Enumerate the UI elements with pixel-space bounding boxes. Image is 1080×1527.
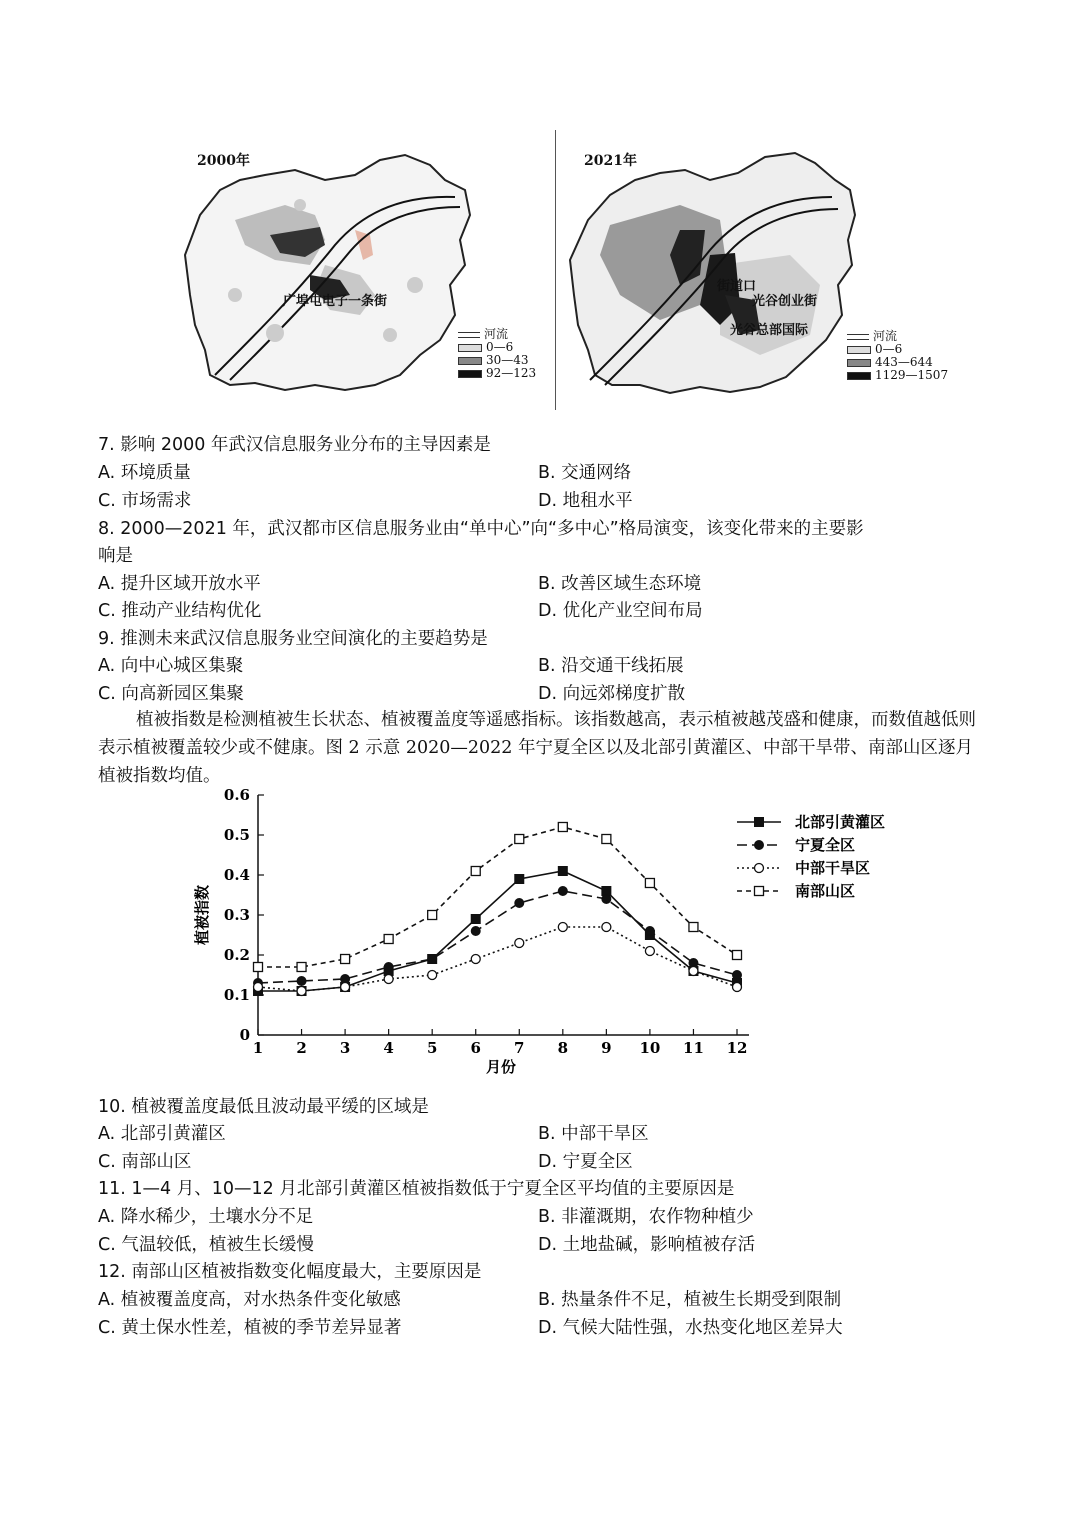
q10-stem: 10. 植被覆盖度最低且波动最平缓的区域是 (98, 1097, 429, 1117)
data-point-s3-m6 (471, 867, 480, 876)
legend-marker-0 (755, 818, 764, 827)
x-tick-label: 5 (426, 1039, 438, 1057)
q8-option-d: D. 优化产业空间布局 (538, 601, 703, 621)
data-point-s1-m7 (515, 899, 524, 908)
legend-label-0: 北部引黄灌区 (795, 813, 886, 831)
legend-marker-3 (755, 887, 764, 896)
data-point-s0-m8 (558, 867, 567, 876)
x-tick-label: 1 (252, 1039, 264, 1057)
map-2021-legend (847, 330, 948, 382)
legend-river: 河流 (484, 327, 509, 341)
series-line-2 (258, 927, 737, 991)
map-2021-year: 2021年 (584, 153, 637, 169)
legend-label-1: 宁夏全区 (795, 836, 856, 854)
data-point-s3-m9 (602, 835, 611, 844)
q8-stem-line1: 8. 2000—2021 年，武汉都市区信息服务业由“单中心”向“多中心”格局演变，该变化带来的主要影 (98, 519, 864, 539)
data-point-s2-m9 (602, 923, 611, 932)
data-point-s2-m1 (254, 983, 263, 992)
series-line-3 (258, 827, 737, 967)
q8-option-c: C. 推动产业结构优化 (98, 601, 262, 621)
legend-marker-1 (755, 841, 764, 850)
legend-low: 0—6 (486, 340, 514, 354)
q12-option-c: C. 黄土保水性差，植被的季节差异显著 (98, 1318, 402, 1338)
q7-option-a: A. 环境质量 (98, 463, 191, 483)
map-2000 (175, 135, 550, 410)
data-point-s2-m2 (297, 987, 306, 996)
vegetation-index-chart (185, 780, 945, 1085)
legend-label-2: 中部干旱区 (795, 859, 871, 877)
q7-option-d: D. 地租水平 (538, 491, 633, 511)
q10-option-a: A. 北部引黄灌区 (98, 1124, 226, 1144)
q9-stem: 9. 推测未来武汉信息服务业空间演化的主要趋势是 (98, 629, 488, 649)
data-point-s3-m4 (384, 935, 393, 944)
q7-stem: 7. 影响 2000 年武汉信息服务业分布的主导因素是 (98, 435, 491, 455)
q9-option-a: A. 向中心城区集聚 (98, 656, 244, 676)
series-line-0 (258, 871, 737, 991)
q10-option-c: C. 南部山区 (98, 1152, 192, 1172)
data-point-s2-m11 (689, 967, 698, 976)
map-2021-place-label-1: 街道口 (717, 279, 757, 294)
x-tick-label: 3 (339, 1039, 351, 1057)
q7-option-b: B. 交通网络 (538, 463, 632, 483)
legend-high: 92—123 (486, 366, 537, 380)
passage: 植被指数是检测植被生长状态、植被覆盖度等遥感指标。该指数越高，表示植被越茂盛和健康，而数值越低则表示植被覆盖较少或不健康。图 2 示意 2020—2022 年宁夏全区以及北部引黄灌区、中部干旱带、南部山区逐月植被指数均值。 (98, 710, 976, 786)
x-tick-label: 9 (601, 1039, 612, 1057)
data-point-s1-m9 (602, 895, 611, 904)
q11-option-a: A. 降水稀少，土壤水分不足 (98, 1207, 314, 1227)
data-point-s3-m12 (733, 951, 742, 960)
x-tick-label: 2 (296, 1039, 307, 1057)
map-divider (555, 130, 556, 410)
series-line-1 (258, 891, 737, 983)
legend-marker-2 (755, 864, 764, 873)
q12-option-a: A. 植被覆盖度高，对水热条件变化敏感 (98, 1290, 401, 1310)
data-point-s2-m8 (558, 923, 567, 932)
data-point-s2-m6 (471, 955, 480, 964)
data-point-s3-m10 (645, 879, 654, 888)
x-tick-label: 4 (383, 1039, 394, 1057)
data-point-s2-m5 (428, 971, 437, 980)
x-tick-label: 12 (726, 1039, 748, 1057)
q9-option-b: B. 沿交通干线拓展 (538, 656, 684, 676)
data-point-s3-m7 (515, 835, 524, 844)
q12-stem: 12. 南部山区植被指数变化幅度最大，主要原因是 (98, 1262, 482, 1282)
y-tick-label: 0.5 (223, 826, 250, 844)
data-point-s1-m6 (471, 927, 480, 936)
x-tick-label: 7 (514, 1039, 525, 1057)
q11-stem: 11. 1—4 月、10—12 月北部引黄灌区植被指数低于宁夏全区平均值的主要原因是 (98, 1179, 735, 1199)
map-2021 (560, 135, 950, 410)
y-tick-label: 0 (239, 1026, 250, 1044)
data-point-s1-m12 (733, 971, 742, 980)
q10-option-b: B. 中部干旱区 (538, 1124, 649, 1144)
q8-option-b: B. 改善区域生态环境 (538, 574, 702, 594)
q12-option-d: D. 气候大陆性强，水热变化地区差异大 (538, 1318, 843, 1338)
x-tick-label: 10 (639, 1039, 661, 1057)
y-tick-label: 0.6 (223, 786, 250, 804)
data-point-s1-m4 (384, 963, 393, 972)
map-2000-place-label: 广埠屯电子一条街 (283, 294, 388, 309)
data-point-s3-m1 (254, 963, 263, 972)
data-point-s1-m10 (645, 927, 654, 936)
map-2000-year: 2000年 (197, 153, 250, 169)
y-axis-label: 植被指数 (193, 884, 211, 946)
map-2021-place-label-3: 光谷总部国际 (730, 323, 809, 338)
q8-stem-line2: 响是 (98, 546, 133, 566)
x-tick-label: 6 (470, 1039, 481, 1057)
legend-label-3: 南部山区 (795, 882, 856, 900)
data-point-s3-m11 (689, 923, 698, 932)
data-point-s3-m3 (341, 955, 350, 964)
q12-option-b: B. 热量条件不足，植被生长期受到限制 (538, 1290, 842, 1310)
x-tick-label: 8 (557, 1039, 569, 1057)
map-2021-place-label-2: 光谷创业街 (752, 294, 818, 309)
y-tick-label: 0.2 (223, 946, 250, 964)
data-point-s2-m4 (384, 975, 393, 984)
data-point-s0-m6 (471, 915, 480, 924)
x-axis-label: 月份 (485, 1058, 517, 1076)
legend-river: 河流 (873, 329, 898, 343)
data-point-s1-m8 (558, 887, 567, 896)
q9-option-d: D. 向远郊梯度扩散 (538, 684, 686, 704)
legend-mid: 443—644 (875, 355, 933, 369)
q10-option-d: D. 宁夏全区 (538, 1152, 633, 1172)
q11-option-c: C. 气温较低，植被生长缓慢 (98, 1235, 314, 1255)
map-2000-legend (458, 328, 536, 380)
data-point-s1-m5 (428, 955, 437, 964)
data-point-s2-m3 (341, 983, 350, 992)
y-tick-label: 0.4 (223, 866, 250, 884)
data-point-s0-m7 (515, 875, 524, 884)
y-tick-label: 0.3 (223, 906, 250, 924)
legend-mid: 30—43 (486, 353, 529, 367)
data-point-s3-m2 (297, 963, 306, 972)
y-tick-label: 0.1 (223, 986, 250, 1004)
data-point-s2-m7 (515, 939, 524, 948)
q11-option-b: B. 非灌溉期，农作物种植少 (538, 1207, 754, 1227)
data-point-s2-m10 (645, 947, 654, 956)
legend-low: 0—6 (875, 342, 903, 356)
q7-option-c: C. 市场需求 (98, 491, 192, 511)
data-point-s3-m5 (428, 911, 437, 920)
data-point-s1-m2 (297, 977, 306, 986)
q8-option-a: A. 提升区域开放水平 (98, 574, 261, 594)
data-point-s2-m12 (733, 983, 742, 992)
data-point-s3-m8 (558, 823, 567, 832)
q11-option-d: D. 土地盐碱，影响植被存活 (538, 1235, 756, 1255)
q9-option-c: C. 向高新园区集聚 (98, 684, 244, 704)
x-tick-label: 11 (683, 1039, 704, 1057)
legend-high: 1129—1507 (875, 368, 949, 382)
